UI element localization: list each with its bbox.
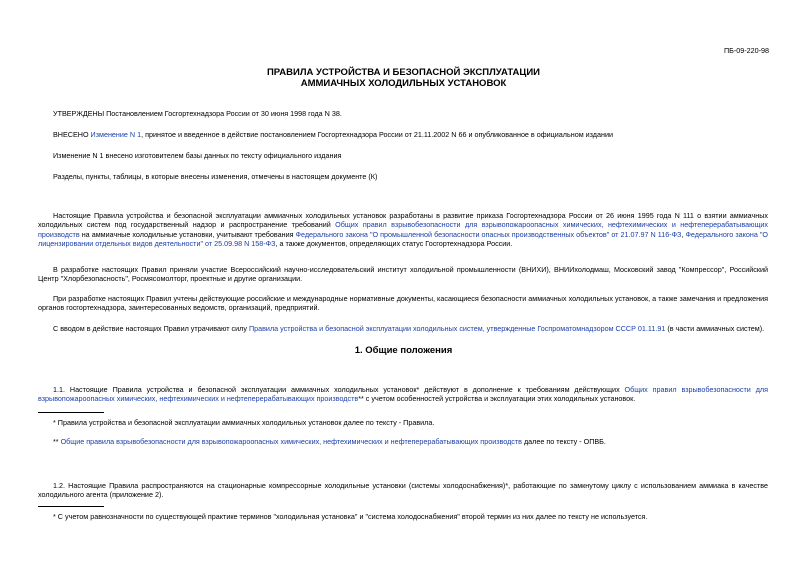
change-1-link[interactable]: Изменение N 1 — [90, 130, 142, 139]
old-rules-link[interactable]: Правила устройства и безопасной эксплуатации холодильных систем, утвержденные Госпроматомнадзором СССР 01.11.91 — [248, 324, 666, 333]
sections-note: Разделы, пункты, таблицы, в которые внесены изменения, отмечены в настоящем документе (К) — [53, 172, 378, 181]
document-title — [0, 67, 807, 89]
document-id: ПБ-09-220-98 — [723, 46, 769, 55]
title-line-2: АММИАЧНЫХ ХОЛОДИЛЬНЫХ УСТАНОВОК — [300, 78, 507, 89]
federal-law-158-link[interactable]: Федерального закона "О лицензировании отдельных видов деятельности" от 25.09.98 N 158-ФЗ — [38, 229, 769, 249]
intro-paragraph-2: В разработке настоящих Правил приняли участие Всероссийский научно-исследовательский институт холодильной промышленности (ВНИХИ), ВНИИхолодмаш, Московский завод "Компрессор", Российский Центр "Хлорбезопасность", Росмясомолторг, проектные и другие организации. — [38, 265, 768, 284]
footnote-divider-2 — [38, 506, 104, 507]
footnote-1: * Правила устройства и безопасной эксплуатации аммиачных холодильных установок далее по тексту - Правила. — [53, 418, 435, 427]
intro-paragraph-4: С вводом в действие настоящих Правил утрачивают силу Правила устройства и безопасной эксплуатации холодильных систем, утвержденные Госпроматомнадзором СССР 01.11.91 (в части аммиачных систем). — [53, 324, 765, 333]
footnote-3: * С учетом равнозначности по существующей практике терминов "холодильная установка" и "система холодоснабжения" второй термин из них далее по тексту не используется. — [53, 512, 648, 521]
footnote-2: ** Общие правила взрывобезопасности для взрывопожароопасных химических, нефтехимических и нефтеперерабатывающих производств далее по тексту - ОПВБ. — [53, 437, 606, 446]
change-note: Изменение N 1 внесено изготовителем базы данных по тексту официального издания — [53, 151, 342, 160]
section-1-heading: 1. Общие положения — [354, 345, 453, 356]
federal-law-116-link[interactable]: Федерального закона "О промышленной безопасности опасных производственных объектов" от 21.07.97 N 116-ФЗ — [295, 229, 682, 239]
intro-paragraph-1: Настоящие Правила устройства и безопасной эксплуатации аммиачных холодильных установок разработаны в развитие приказа Госгортехнадзора России от 26 июня 1995 года N 111 о взятии аммиачных холодильных систем под государственный надзор и распространение требований Общих правил взрывобезопасности для взрывопожароопасных химических, нефтехимических и нефтеперерабатывающих производств на аммиачные холодильные установки, учитывают требования Федерального закона "О промышленной безопасности опасных производственных объектов" от 21.07.97 N 116-ФЗ, Федерального закона "О лицензировании отдельных видов деятельности" от 25.09.98 N 158-ФЗ, а также документов, определяющих статус Госгортехнадзора России. — [38, 211, 769, 249]
clause-1-2: 1.2. Настоящие Правила распространяются на стационарные компрессорные холодильные установки (системы холодоснабжения)*, работающие по замкнутому циклу с использованием аммиака в качестве холодильного агента (приложение 2). — [38, 481, 768, 500]
title-line-1: ПРАВИЛА УСТРОЙСТВА И БЕЗОПАСНОЙ ЭКСПЛУАТАЦИИ — [266, 67, 541, 78]
clause-1-1: 1.1. Настоящие Правила устройства и безопасной эксплуатации аммиачных холодильных установок* действуют в дополнение к требованиям действующих Общих правил взрывобезопасности для взрывопожароопасных химических, нефтехимических и нефтеперерабатывающих производств** с учетом особенностей устройства и эксплуатации этих холодильных установок. — [38, 385, 768, 404]
introduced-note: ВНЕСЕНО Изменение N 1, принятое и введенное в действие постановлением Госгортехнадзора России от 21.11.2002 N 66 и опубликованное в официальном издании — [53, 130, 613, 139]
opvb-footnote-link[interactable]: Общие правила взрывобезопасности для взрывопожароопасных химических, нефтехимических и нефтеперерабатывающих производств — [60, 437, 522, 446]
footnote-divider — [38, 412, 104, 413]
opvb-link[interactable]: Общих правил взрывобезопасности для взрывопожароопасных химических, нефтехимических и нефтеперерабатывающих производств — [38, 220, 768, 239]
opvb-link-2[interactable]: Общих правил взрывобезопасности для взрывопожароопасных химических, нефтехимических и нефтеперерабатывающих производств — [38, 385, 768, 404]
approved-note: УТВЕРЖДЕНЫ Постановлением Госгортехнадзора России от 30 июня 1998 года N 38. — [53, 109, 342, 118]
intro-paragraph-3: При разработке настоящих Правил учтены действующие российские и международные нормативные документы, касающиеся безопасности аммиачных холодильных установок, а также замечания и предложения органов госгортехнадзора, заинтересованных ведомств, организаций, предприятий. — [38, 294, 768, 313]
